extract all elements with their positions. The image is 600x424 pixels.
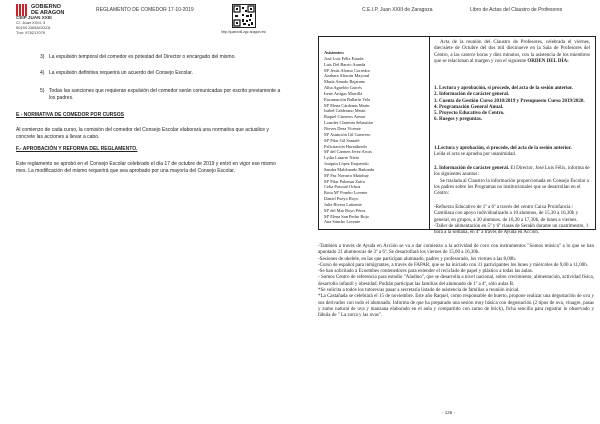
attendee-name: Mª Jesús Alonso Corredor — [324, 67, 370, 73]
attendee-name: Mª Pilar Palomar Zafra — [324, 178, 365, 184]
attendee-name: Lourdes Clarimia Sebastián — [324, 120, 373, 126]
attendee-name: Lydia Lasarre Nieto — [324, 155, 360, 161]
section-f-text: Este reglamento se aprobó en el Consejo Escolar celebrado el día 17 de octubre de 2019 y entró en vigor ese mismo mes. La modificación del mismo requerirá que sea aprobado por una mayoría del Consejo Escolar. — [16, 161, 276, 174]
attendee-name: Mª Asunción Gil Guerrero — [324, 131, 371, 137]
section-e-heading: E - NORMATIVA DE COMEDOR POR CURSOS — [16, 112, 124, 118]
attendee-name: Encarnación Ballarín Vela — [324, 96, 370, 102]
minutes-continued: -También a través de Ayuda en Acción se va a dar comienzo a la actividad de coro con instrumentos "Somos música" a lo que se han apuntado 21 alumnos/as de 3º a 6º. Se desarrollará los viernes de 15,00 a 16,30h. -Sesiones de ukelele, en las que participan alumnado, padres y profesorado, los viernes a las 8,00h. -Curso de español para inmigrantes, a través de FAPAR, que se ha iniciado con 31 participantes los lunes y miércoles de 9,00 a 11,00h. -Se han solicitado a Ecoembes contenedores para extender el reciclado de papel y plástico a todas las aulas. - Somos Centro de referencia para estudio "Aladino", que se desarrolla a nivel nacional, sobre crecimiento, alimentación, actividad física, desarrollo infantil y obesidad. Podrán participar las familias del alumnado de 1º a 4º, sólo aulas B. *Se solicita a todos los tutores/as pasar a secretaría listado de asistencia de familias a reunión inicial. *La Castañada se celebrará el 15 de noviembre. Este año Raquel, como responsable de huerto, propone realizar una degustación de uva y sus derivados con todo el alumnado. Informa de que ha preparado una sesión muy básica con degustación (2 tipos de uva, vinagre, pasas y zumo natural de uva y manzana elaborado en el aula y compartido con zumo de brick), ficha sencilla para registrar lo observado y fábula de " La zorra y las uvas". — [318, 244, 594, 319]
attendee-name: Raquel Cisneros Armar — [324, 114, 366, 120]
attendee-name: Mª del Mar Royo Pérez — [324, 207, 366, 213]
school-address: CEIP JUAN XXIII C/. Juan XXIII, 3 50194 ZARAGOZA Tno: 976217079 — [16, 15, 52, 35]
attendee-name: Daniel Pueyo Royo — [324, 196, 359, 202]
point-1: 1.Lectura y aprobación, si procede, del acta de la sesión anterior. Leída el acta se aprueba por unanimidad. — [434, 146, 572, 158]
attendee-name: Joaquín López Esquerido — [324, 161, 369, 167]
minutes-intro: Acta de la reunión del Claustro de Profesores, celebrada el viernes, diecisiete de Octubre del dos mil diecinueve en la Sala de Profesores del Centro, a las catorce horas y diez minutos, con la asistencia de los miembros que se relacionan al margen y con el siguiente ORDEN DEL DÍA: — [434, 40, 590, 64]
attendee-name: José Luis Félix Estada — [324, 55, 364, 61]
section-e-text: Al comienzo de cada curso, la comisión del comedor del Consejo Escolar elaborará una normativa que actualice y concrete las acciones a llevar a cabo. — [16, 127, 269, 140]
attendee-name: Rosa Mª Pombo Lorente — [324, 190, 368, 196]
point-2-programs: -Refuerzo Educativo de 1º a 6º a través del centro Caixa Proinfancia / Cantiñaza con apoyo individualizado a 10 alumnos, de 15,30 a 16,30h y general, en grupos, a 30 alumnos, de 16,30 a 17,30h, de lunes a viernes. -Taller de alimentación en 5º y 6º clases de Serakh durante un cuatrimestre, 1 hora a la semana, en 4º a través de Ayuda en Acción. — [434, 205, 589, 236]
section-f-heading: F.- APROBACIÓN Y REFORMA DEL REGLAMENTO. — [16, 146, 138, 152]
point-2: 2. Información de carácter general. El Director, José Luis Félix, informa de los siguientes asuntos: Se traslada al Claustro la información proporcionada en Consejo Escolar a los padres sobre los Programas no institucionales que se desarrollan en el Centro: — [434, 166, 590, 197]
column-divider — [429, 37, 430, 229]
agenda: 1. Lectura y aprobación, si procede, del acta de la sesión anterior. 2. Información de carácter general. 3. Cuenta de Gestión Curso 2018/2019 y Presupuesto Curso 2019/2020. 4. Programación General Anual. 5. Proyecto Educativo de Centro. 6. Ruegos y preguntas. — [434, 86, 585, 123]
qr-code-icon — [232, 4, 256, 28]
attendee-name: Mª Elena Cárdenas Marín — [324, 102, 370, 108]
qr-link[interactable]: http://juanxxiii.zgz.aragon.es/ — [221, 30, 267, 34]
attendee-name: María Amado Bejarano — [324, 79, 366, 85]
attendee-name: Alba Aguelón Garcés — [324, 85, 362, 91]
book-header: Libro de Actas del Claustro de Profesores — [470, 7, 563, 13]
attendee-name: Mª Paz Navarro Mainhuy — [324, 172, 369, 178]
attendee-name: Julia Rivera Lafuente — [324, 201, 362, 207]
attendee-name: Mª del Carmen Jerez Arcas — [324, 149, 372, 155]
sanctions-list: 3) La expulsión temporal del comedor es potestad del Director o encargado del mismo. 4) La expulsión definitiva requerirá un acuerdo del Consejo Escolar. 5) Todas las sanciones que requieran expulsión del comedor serán comunicadas por escrito previamente a los padres. — [40, 54, 281, 101]
attendee-name: Mª Elena San Pedro Rojo — [324, 213, 369, 219]
attendee-name: Irene Artigas Marrilla — [324, 90, 363, 96]
attendees-list: Asistentes: José Luis Félix Estada Luis Del Barrio Aranda Mª Jesús Alonso Corredor Azahara Aliacón Mayoral María Amado Bejarano Alba Aguelón Garcés Irene Artigas Marrilla Encarnación Ballarín Vela Mª Elena Cárdenas Marín Isabel Calderano Marín Raquel Cisneros Armar Lourdes Clarimia Sebastián Nieves Deza Vicente Mª Asunción Gil Guerrero Mª Pilar Gil Santafé Felicitación Hornáberdo Mª del Carmen Jerez Arcas Lydia Lasarre Nieto Joaquín López Esquerido Sandra Maldonado Bañonda Mª Paz Navarro Mainhuy Mª Pilar Palomar Zafra Celia Pascual Ochoa Rosa Mª Pombo Lorente Daniel Pueyo Royo Julia Rivera Lafuente Mª del Mar Royo Pérez Mª Elena San Pedro Rojo Ana Sancho Lorente — [324, 50, 426, 225]
attendee-name: Isabel Calderano Marín — [324, 108, 366, 114]
attendee-name: Celia Pascual Ochoa — [324, 184, 361, 190]
page-number: - 126 - — [442, 410, 456, 415]
attendee-name: Mª Pilar Gil Santafé — [324, 137, 360, 143]
attendee-name: Luis Del Barrio Aranda — [324, 61, 366, 67]
attendee-name: Azahara Aliacón Mayoral — [324, 73, 370, 79]
school-header: C.E.I.P. Juan XXIII de Zaragoza — [362, 7, 433, 13]
attendee-name: Sandra Maldonado Bañonda — [324, 166, 374, 172]
logo-text: GOBIERNO DE ARAGON — [31, 4, 65, 16]
attendee-name: Ana Sancho Lorente — [324, 219, 361, 225]
document-title: REGLAMENTO DE COMEDOR 17-10-2019 — [96, 7, 194, 13]
attendee-name: Felicitación Hornáberdo — [324, 143, 367, 149]
attendee-name: Nieves Deza Vicente — [324, 125, 361, 131]
